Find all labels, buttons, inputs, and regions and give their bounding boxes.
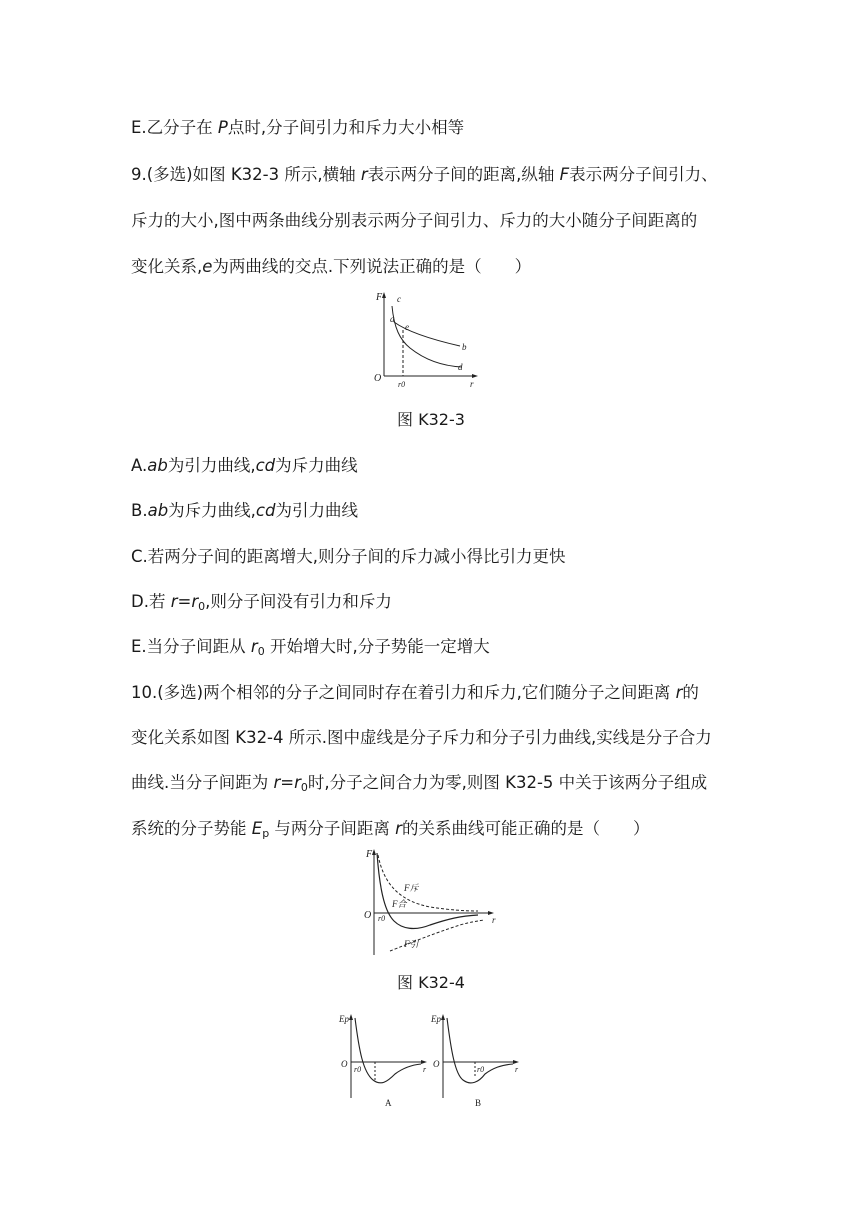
figure-k32-3 [370,288,485,393]
fig5a-label-r: r [423,1065,427,1074]
fig5a-label-Ep: Ep [339,1014,349,1024]
fig3-label-r0: r0 [398,380,406,389]
fig4-label-Fchi: F斥 [404,883,419,893]
fig4-label-Fyin: F引 [404,939,419,949]
question-10-line1: 10.(多选)两个相邻的分子之间同时存在着引力和斥力,它们随分子之间距离 r的 [131,683,699,702]
option-d-9: D.若 $r=r_0$,则分子间没有引力和斥力 [131,592,392,613]
fig3-label-O: O [374,373,382,384]
figure-k32-5 [335,1010,530,1110]
fig4-label-Fhe: F合 [392,899,407,909]
question-9-line2: 斥力的大小,图中两条曲线分别表示两分子间引力、斥力的大小随分子间距离的 [131,211,698,230]
fig5a-label-r0: r0 [354,1065,362,1074]
fig3-label-r: r [470,379,474,389]
fig3-label-d: d [458,362,463,372]
fig5b-label-B: B [475,1098,482,1108]
fig5b-label-r: r [515,1065,519,1074]
fig5b-label-r0: r0 [477,1065,485,1074]
fig3-label-e: e [405,322,409,332]
fig5a-label-A: A [385,1098,392,1108]
question-10-line2: 变化关系如图 K32-4 所示.图中虚线是分子斥力和分子引力曲线,实线是分子合力 [131,728,712,747]
fig5a-label-O: O [341,1059,348,1069]
fig3-label-b: b [462,342,467,352]
fig3-label-c: c [397,294,401,304]
question-9-line1: 9.(多选)如图 K32-3 所示,横轴 r表示两分子间的距离,纵轴 F表示两分子间引力、 [131,165,718,184]
option-a-9: A.ab为引力曲线,cd为斥力曲线 [131,456,358,475]
option-e-9: E.当分子间距从 $r_0$ 开始增大时,分子势能一定增大 [131,637,490,658]
option-b-9: B.ab为斥力曲线,cd为引力曲线 [131,501,358,520]
fig5-panel-a [338,1014,427,1108]
question-10-line3: 曲线.当分子间距为 $r=r_0$时,分子之间合力为零,则图 K32-5 中关于该两分子组成 [131,773,708,794]
fig4-label-r: r [492,915,496,925]
fig5-panel-b [430,1014,519,1108]
caption-k32-3: 图 K32-3 [397,410,465,429]
option-e-prev: E.乙分子在 P点时,分子间引力和斥力大小相等 [131,118,465,137]
fig5b-label-Ep: Ep [431,1014,441,1024]
fig4-label-F: F [366,849,373,860]
option-c-9: C.若两分子间的距离增大,则分子间的斥力减小得比引力更快 [131,547,566,566]
question-9-line3: 变化关系,e为两曲线的交点.下列说法正确的是（ ） [131,257,532,276]
fig3-label-a: a [390,314,395,324]
question-10-line4: 系统的分子势能 $E_p$ 与两分子间距离 r的关系曲线可能正确的是（ ） [131,819,650,840]
fig4-label-O: O [364,910,372,921]
fig5b-label-O: O [433,1059,440,1069]
caption-k32-4: 图 K32-4 [397,973,465,992]
fig4-label-r0: r0 [378,914,386,923]
figure-k32-4 [360,845,500,960]
fig3-label-F: F [376,292,383,303]
fig4-curve-net [377,853,478,928]
